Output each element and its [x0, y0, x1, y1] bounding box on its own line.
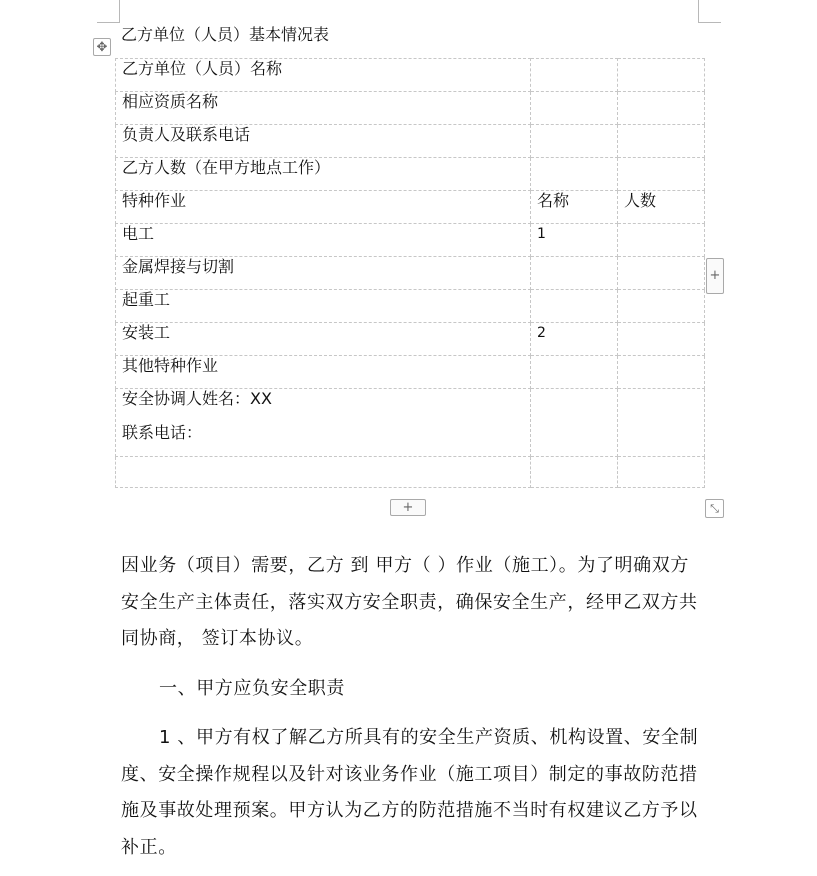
table-cell[interactable] [116, 389, 531, 457]
table-cell[interactable] [618, 389, 705, 457]
section-heading: 一、甲方应负安全职责 [159, 677, 345, 699]
table-cell[interactable] [116, 356, 531, 389]
table-cell[interactable] [531, 389, 618, 457]
table-cell[interactable] [531, 257, 618, 290]
cell-text: 负责人及联系电话 [122, 125, 251, 144]
table-cell[interactable] [116, 125, 531, 158]
plus-icon: + [709, 268, 721, 283]
table-cell[interactable] [531, 356, 618, 389]
table-row [116, 356, 705, 389]
cell-text: 乙方人数（在甲方地点工作） [122, 158, 331, 177]
table-cell[interactable] [531, 457, 618, 488]
table-resize-handle[interactable] [705, 499, 724, 518]
cell-text: 1 [537, 226, 546, 242]
table-cell[interactable] [116, 457, 531, 488]
table-row [116, 59, 705, 92]
cell-text: 乙方单位（人员）名称 [122, 59, 283, 78]
agreement-body [121, 548, 701, 866]
table-cell[interactable] [618, 323, 705, 356]
table-cell[interactable] [531, 158, 618, 191]
table-row [116, 290, 705, 323]
table-cell[interactable] [618, 356, 705, 389]
table-cell[interactable] [531, 323, 618, 356]
cell-text: 名称 [537, 191, 570, 210]
table-row [116, 191, 705, 224]
intro-paragraph: 因业务（项目）需要，乙方 到 甲方（ ）作业（施工）。为了明确双方安全生产主体责任，落实双方安全职责，确保安全生产，经甲乙双方共同协商， 签订本协议。 [121, 555, 698, 649]
table-cell[interactable] [116, 92, 531, 125]
table-row [116, 389, 705, 457]
cell-text: 2 [537, 325, 546, 341]
table-row [116, 92, 705, 125]
table-cell[interactable] [116, 323, 531, 356]
move-icon: ✥ [96, 40, 108, 55]
table-row [116, 224, 705, 257]
cell-text: 其他特种作业 [122, 356, 219, 375]
table-cell[interactable] [618, 224, 705, 257]
cell-text: 金属焊接与切割 [122, 257, 235, 276]
table-cell[interactable] [531, 59, 618, 92]
cell-text: 起重工 [122, 290, 171, 309]
table-cell[interactable] [116, 290, 531, 323]
cell-text: 人数 [624, 191, 657, 210]
table-cell[interactable] [531, 191, 618, 224]
cell-text: 电工 [122, 224, 155, 243]
plus-icon: + [402, 500, 414, 515]
table-cell[interactable] [618, 257, 705, 290]
table-cell[interactable] [618, 290, 705, 323]
table-row [116, 323, 705, 356]
clause-paragraph: 1 、甲方有权了解乙方所具有的安全生产资质、机构设置、安全制度、安全操作规程以及针对该业务作业（施工项目）制定的事故防范措施及事故处理预案。甲方认为乙方的防范措施不当时有权建议乙方予以补正。 [121, 727, 699, 858]
resize-icon: ⤡ [710, 502, 719, 515]
safety-coordinator-name: 安全协调人姓名：XX [122, 389, 272, 408]
add-row-button[interactable] [390, 499, 426, 516]
table-cell[interactable] [618, 59, 705, 92]
table-row [116, 125, 705, 158]
table-cell[interactable] [116, 158, 531, 191]
safety-coordinator-phone: 联系电话： [122, 423, 203, 442]
table-cell[interactable] [116, 59, 531, 92]
page-corner-mark-right [698, 0, 721, 23]
table-cell[interactable] [116, 257, 531, 290]
table-row [116, 158, 705, 191]
table-cell[interactable] [618, 92, 705, 125]
table-cell[interactable] [618, 457, 705, 488]
table-title: 乙方单位（人员）基本情况表 [121, 25, 330, 44]
cell-text: 安装工 [122, 323, 171, 342]
contractor-info-table [115, 58, 705, 488]
add-column-button[interactable] [706, 258, 724, 294]
table-cell[interactable] [531, 92, 618, 125]
table-cell[interactable] [116, 191, 531, 224]
table-cell[interactable] [116, 224, 531, 257]
table-row [116, 257, 705, 290]
table-cell[interactable] [618, 158, 705, 191]
table-cell[interactable] [618, 125, 705, 158]
table-cell[interactable] [531, 224, 618, 257]
table-cell[interactable] [531, 125, 618, 158]
table-move-handle[interactable] [93, 38, 111, 56]
page-corner-mark-left [97, 0, 120, 23]
table-row [116, 457, 705, 488]
cell-text: 特种作业 [122, 191, 187, 210]
table-cell[interactable] [618, 191, 705, 224]
cell-text: 相应资质名称 [122, 92, 219, 111]
table-cell[interactable] [531, 290, 618, 323]
